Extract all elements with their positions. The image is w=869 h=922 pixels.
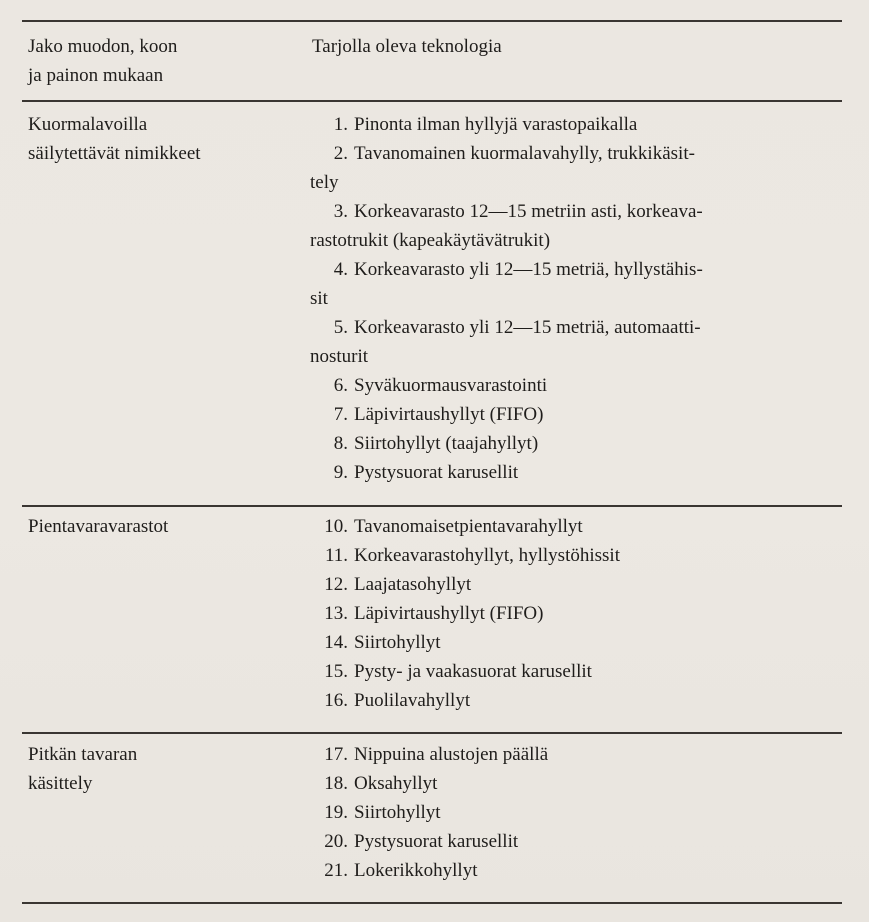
list-item <box>310 255 850 313</box>
category-line-1: Kuormalavoilla <box>28 114 148 135</box>
list-item <box>310 686 850 715</box>
list-item <box>310 371 850 400</box>
list-item <box>310 628 850 657</box>
top-rule <box>22 20 842 22</box>
list-item <box>310 599 850 628</box>
item-text: Pysty- ja vaakasuorat karusellit <box>354 661 592 682</box>
item-number: 20. <box>324 831 348 852</box>
item-text: Korkeavarasto 12—15 metriin asti, korkeava- <box>354 201 703 222</box>
item-number: 21. <box>324 860 348 881</box>
list-item <box>310 827 850 856</box>
item-number: 10. <box>324 516 348 537</box>
item-number: 9. <box>333 462 348 483</box>
list-item <box>310 400 850 429</box>
item-number: 17. <box>324 744 348 765</box>
list-item <box>310 798 850 827</box>
item-number: 7. <box>333 404 348 425</box>
item-text: Nippuina alustojen päällä <box>354 744 549 765</box>
list-item <box>310 429 850 458</box>
header-column-technology <box>312 32 502 61</box>
header-right-line: Tarjolla oleva teknologia <box>312 36 502 57</box>
list-item <box>310 458 850 487</box>
item-number: 6. <box>333 375 348 396</box>
list-item <box>310 512 850 541</box>
item-number: 2. <box>333 143 348 164</box>
item-number: 13. <box>324 603 348 624</box>
category-label <box>28 110 298 168</box>
item-text: Siirtohyllyt <box>354 632 441 653</box>
item-text-continued: tely <box>310 172 339 193</box>
item-text: Siirtohyllyt (taajahyllyt) <box>354 433 539 454</box>
technology-list <box>310 110 850 487</box>
item-number: 11. <box>324 545 348 566</box>
item-number: 3. <box>333 201 348 222</box>
bottom-rule <box>22 902 842 904</box>
item-number: 19. <box>324 802 348 823</box>
item-number: 5. <box>333 317 348 338</box>
list-item <box>310 541 850 570</box>
list-item <box>310 197 850 255</box>
item-text: Korkeavarastohyllyt, hyllystöhissit <box>354 545 620 566</box>
group-divider-rule <box>22 732 842 734</box>
item-text: Oksahyllyt <box>354 773 438 794</box>
item-text: Korkeavarasto yli 12—15 metriä, automaatti- <box>354 317 701 338</box>
header-left-line-2: ja painon mukaan <box>28 65 164 86</box>
group-divider-rule <box>22 505 842 507</box>
item-text: Puolilavahyllyt <box>354 690 471 711</box>
item-text: Läpivirtaushyllyt (FIFO) <box>354 603 544 624</box>
item-number: 14. <box>324 632 348 653</box>
technology-list <box>310 512 850 715</box>
category-line-1: Pitkän tavaran <box>28 744 138 765</box>
list-item <box>310 856 850 885</box>
item-text-continued: rastotrukit (kapeakäytävätrukit) <box>310 230 551 251</box>
item-text: Läpivirtaushyllyt (FIFO) <box>354 404 544 425</box>
header-left-line-1: Jako muodon, koon <box>28 36 178 57</box>
item-text: Pystysuorat karusellit <box>354 462 519 483</box>
list-item <box>310 657 850 686</box>
header-column-classification <box>28 32 288 90</box>
item-number: 16. <box>324 690 348 711</box>
item-number: 1. <box>333 114 348 135</box>
item-number: 18. <box>324 773 348 794</box>
item-text-continued: sit <box>310 288 328 309</box>
technology-list <box>310 740 850 885</box>
list-item <box>310 139 850 197</box>
item-text: Tavanomainen kuormalavahylly, trukkikäsit- <box>354 143 695 164</box>
category-line-2: säilytettävät nimikkeet <box>28 143 201 164</box>
item-number: 4. <box>333 259 348 280</box>
item-text: Siirtohyllyt <box>354 802 441 823</box>
item-text: Pystysuorat karusellit <box>354 831 519 852</box>
item-text: Tavanomaisetpientavarahyllyt <box>354 516 583 537</box>
item-number: 15. <box>324 661 348 682</box>
list-item <box>310 313 850 371</box>
list-item <box>310 740 850 769</box>
category-label <box>28 512 298 541</box>
list-item <box>310 570 850 599</box>
item-text: Lokerikkohyllyt <box>354 860 478 881</box>
list-item <box>310 110 850 139</box>
item-text: Pinonta ilman hyllyjä varastopaikalla <box>354 114 638 135</box>
item-number: 12. <box>324 574 348 595</box>
category-line-1: Pientavaravarastot <box>28 516 169 537</box>
item-text: Syväkuormausvarastointi <box>354 375 548 396</box>
item-text-continued: nosturit <box>310 346 369 367</box>
header-rule <box>22 100 842 102</box>
category-line-2: käsittely <box>28 773 93 794</box>
category-label <box>28 740 298 798</box>
item-text: Korkeavarasto yli 12—15 metriä, hyllystähis- <box>354 259 703 280</box>
item-number: 8. <box>333 433 348 454</box>
list-item <box>310 769 850 798</box>
item-text: Laajatasohyllyt <box>354 574 472 595</box>
